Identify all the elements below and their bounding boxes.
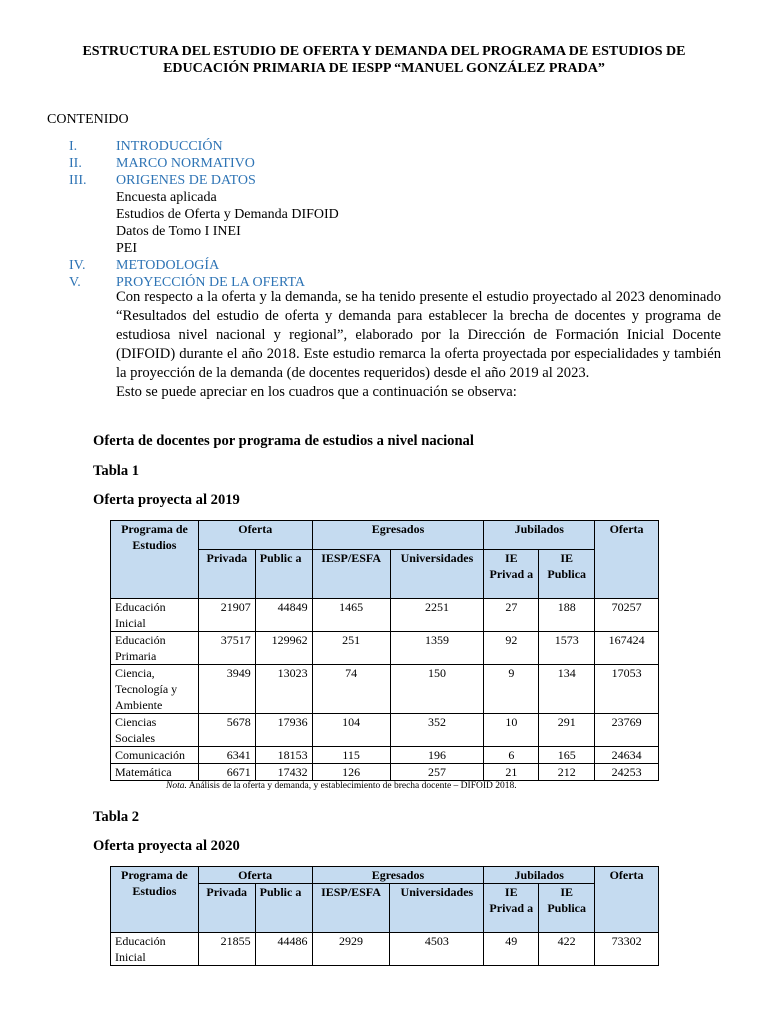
toc-link-proyeccion-de-la-oferta[interactable]: PROYECCIÓN DE LA OFERTA — [116, 275, 305, 290]
table-row: Matemática 6671 17432 126 257 21 212 24253 — [111, 764, 659, 781]
header-oferta-total: Oferta — [595, 867, 659, 933]
toc-item[interactable]: IV. METODOLOGÍA — [69, 258, 220, 273]
document-title: ESTRUCTURA DEL ESTUDIO DE OFERTA Y DEMANDA DEL PROGRAMA DE ESTUDIOS DE EDUCACIÓN PRIMARIA DE IESPP “MANUEL GONZÁLEZ PRADA” — [82, 44, 686, 76]
header-publica: Public a — [255, 550, 312, 599]
table1-label: Tabla 1 — [93, 463, 140, 479]
header-universidades: Universidades — [390, 884, 484, 933]
toc-item[interactable]: II. MARCO NORMATIVO — [69, 156, 255, 171]
table-row: Ciencias Sociales 5678 17936 104 352 10 291 23769 — [111, 714, 659, 747]
header-egresados: Egresados — [312, 867, 484, 884]
header-iesp: IESP/ESFA — [312, 550, 390, 599]
contents-heading: CONTENIDO — [47, 112, 129, 127]
table2-label: Tabla 2 — [93, 809, 140, 825]
table-row: Educación Inicial 21855 44486 2929 4503 49 422 73302 — [111, 933, 659, 966]
body-paragraph: Con respecto a la oferta y la demanda, se ha tenido presente el estudio proyectado al 2023 denominado “Resultados del estudio de oferta y demanda para establecer la brecha de docentes y programa de estudiosa nivel nacional y regional”, elaborado por la Dirección de Formación Inicial Docente (DIFOID) durante el año 2018. Este estudio remarca la oferta proyectada por especialidades y también la proyección de la demanda (de docentes requeridos) desde el año 2019 al 2023. Esto se puede apreciar en los cuadros que a continuación se observa: — [116, 289, 721, 400]
table1-caption: Oferta proyecta al 2019 — [93, 492, 240, 508]
header-ie-publica: IE Publica — [539, 550, 595, 599]
toc-link-marco-normativo[interactable]: MARCO NORMATIVO — [116, 156, 255, 171]
header-universidades: Universidades — [390, 550, 484, 599]
table-row: Educación Inicial 21907 44849 1465 2251 27 188 70257 — [111, 599, 659, 632]
toc-subitem: Estudios de Oferta y Demanda DIFOID — [116, 207, 339, 222]
toc-subitem: PEI — [116, 241, 137, 256]
header-ie-privada: IE Privad a — [484, 550, 539, 599]
table-row: Comunicación 6341 18153 115 196 6 165 24634 — [111, 747, 659, 764]
body-paragraph-2: Esto se puede apreciar en los cuadros que a continuación se observa: — [116, 384, 517, 400]
header-privada: Privada — [198, 884, 255, 933]
toc-item[interactable]: V. PROYECCIÓN DE LA OFERTA — [69, 275, 305, 290]
header-oferta: Oferta — [198, 867, 312, 884]
table-of-contents — [0, 138, 768, 291]
header-jubilados: Jubilados — [484, 867, 595, 884]
toc-item[interactable]: III. ORIGENES DE DATOS — [69, 173, 256, 188]
header-egresados: Egresados — [312, 521, 484, 550]
toc-item[interactable]: I. INTRODUCCIÓN — [69, 139, 223, 154]
header-oferta: Oferta — [198, 521, 312, 550]
toc-subitem: Encuesta aplicada — [116, 190, 217, 205]
table2 — [110, 866, 659, 966]
table2-caption: Oferta proyecta al 2020 — [93, 838, 240, 854]
table1 — [110, 520, 659, 781]
header-programa: Programa de Estudios — [111, 867, 199, 933]
table-row: Ciencia, Tecnología y Ambiente 3949 13023 74 150 9 134 17053 — [111, 665, 659, 714]
header-ie-publica: IE Publica — [539, 884, 595, 933]
header-ie-privada: IE Privad a — [484, 884, 539, 933]
toc-link-metodologia[interactable]: METODOLOGÍA — [116, 258, 220, 273]
header-oferta-total: Oferta — [595, 521, 659, 599]
header-iesp: IESP/ESFA — [312, 884, 390, 933]
section-heading: Oferta de docentes por programa de estudios a nivel nacional — [93, 433, 474, 449]
header-programa: Programa de Estudios — [111, 521, 199, 599]
header-privada: Privada — [198, 550, 255, 599]
toc-subitem: Datos de Tomo I INEI — [116, 224, 241, 239]
header-jubilados: Jubilados — [484, 521, 595, 550]
toc-link-introduccion[interactable]: INTRODUCCIÓN — [116, 139, 223, 154]
header-publica: Public a — [255, 884, 312, 933]
table-row: Educación Primaria 37517 129962 251 1359 92 1573 167424 — [111, 632, 659, 665]
toc-link-origenes-de-datos[interactable]: ORIGENES DE DATOS — [116, 173, 256, 188]
table1-note: Nota. Análisis de la oferta y demanda, y establecimiento de brecha docente – DIFOID 2018. — [166, 781, 517, 791]
